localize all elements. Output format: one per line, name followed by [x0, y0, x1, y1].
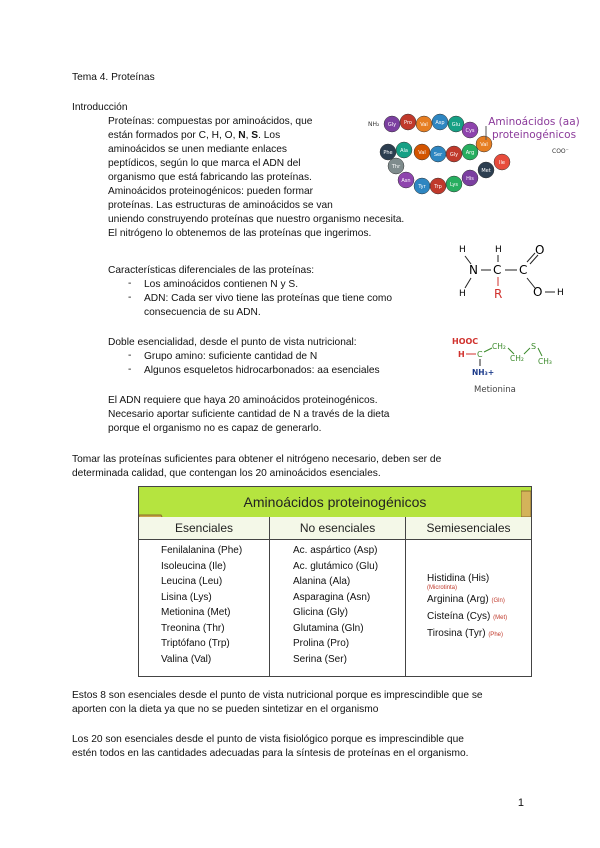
c-label: C [477, 350, 483, 359]
no-esencial-item: Ac. glutámico (Glu) [293, 560, 379, 572]
closing-line: Estos 8 son esenciales desde el punto de vista nutricional porque es imprescindible que se [72, 690, 483, 701]
esencial-item: Fenilalanina (Phe) [161, 545, 243, 556]
bold-n: N [238, 130, 246, 141]
methionine-name: Metionina [474, 385, 516, 395]
amino-acid-bead-label: Val [420, 122, 428, 128]
amino-acid-bead-label: Thr [391, 164, 401, 170]
atom-o: O [533, 285, 543, 299]
bullet-dash: - [128, 364, 132, 375]
amino-acid-bead-label: Ile [499, 160, 505, 166]
esencial-item: Leucina (Leu) [161, 576, 223, 587]
bullet-dash: - [128, 278, 132, 289]
esencial-item: Triptófano (Trp) [161, 638, 230, 649]
atom-h: H [495, 245, 502, 255]
intro-line: organismo que está fabricando las proteínas. [108, 172, 312, 183]
intro-line: uniendo construyendo proteínas que nuestro organismo necesita. [108, 214, 405, 225]
amino-acid-bead-label: Phe [383, 150, 393, 156]
nh3-label: NH₃+ [472, 368, 495, 377]
adn-line: Necesario aportar suficiente cantidad de N a través de la dieta [108, 409, 390, 420]
semi-name: Tirosina (Tyr) [427, 628, 486, 639]
h-label: H [458, 350, 465, 359]
esencial-item: Lisina (Lys) [161, 591, 212, 603]
semi-item [427, 626, 503, 644]
amino-acid-bead-label: Lys [450, 182, 458, 188]
atom-r: R [494, 287, 503, 301]
semi-name: Arginina (Arg) [427, 594, 489, 605]
esencial-item: Treonina (Thr) [161, 622, 225, 634]
double-heading: Doble esencialidad, desde el punto de vista nutricional: [108, 337, 357, 348]
chain-label-2: proteinogénicos [491, 129, 577, 141]
amino-acid-bead-label: Pro [404, 120, 412, 126]
adn-line: porque el organismo no es capaz de generarlo. [108, 423, 322, 434]
col-header-no-esenciales: No esenciales [270, 517, 405, 540]
semi-note: (Microtinta) [427, 585, 458, 591]
intro-line: Aminoácidos proteinogénicos: pueden formar [108, 186, 314, 197]
atom-h: H [459, 289, 466, 299]
amino-acid-bead-label: Trp [434, 184, 442, 190]
ch2-label: CH₂ [510, 354, 524, 363]
table-title: Aminoácidos proteinogénicos [243, 494, 427, 510]
amino-acid-bead-label: Ser [433, 152, 443, 158]
double-item: Grupo amino: suficiente cantidad de N [144, 351, 318, 362]
amino-acid-bead-label: Met [481, 168, 491, 174]
characteristic-item: Los aminoácidos contienen N y S. [144, 279, 299, 290]
col-divider [269, 517, 270, 676]
semi-item: Histidina (His) [427, 573, 490, 584]
bullet-dash: - [128, 350, 132, 361]
intro-line: Proteínas: compuestas por aminoácidos, que [108, 116, 313, 127]
adn-line: El ADN requiere que haya 20 aminoácidos proteinogénicos. [108, 395, 378, 406]
amino-acid-structure [455, 240, 575, 304]
amino-acid-table [138, 486, 532, 677]
chain-label-1: Aminoácidos (aa) [488, 116, 580, 128]
intro-line: El nitrógeno lo obtenemos de las proteínas que ingerimos. [108, 228, 372, 239]
atom-c: C [519, 263, 528, 277]
esencial-item: Valina (Val) [161, 653, 212, 665]
ribbon-right-icon [521, 487, 531, 517]
s-label: S [531, 342, 537, 351]
col-header-semiesenciales: Semiesenciales [406, 517, 531, 540]
nh2-label: NH₂ [368, 121, 380, 128]
methionine-structure [448, 330, 558, 398]
amino-acid-bead-label: Gly [449, 152, 459, 158]
semi-note: (Phe) [488, 632, 503, 638]
amino-acid-bead-label: Ala [400, 148, 408, 154]
atom-c: C [493, 263, 502, 277]
bullet-dash: - [128, 292, 132, 303]
intake-line: determinada calidad, que contengan los 20 aminoácidos esenciales. [72, 468, 381, 479]
amino-acid-bead-label: Arg [465, 150, 475, 156]
no-esencial-item: Glicina (Gly) [293, 607, 349, 618]
col-divider [405, 517, 406, 676]
semi-name: Cisteína (Cys) [427, 611, 491, 622]
closing-line: estén todos en las cantidades adecuadas para la síntesis de proteínas en el organismo. [72, 748, 469, 759]
intro-line: peptídicos, según lo que marca el ADN del [108, 158, 301, 169]
atom-o: O [535, 243, 545, 257]
characteristic-item-cont: consecuencia de su ADN. [144, 307, 261, 318]
ch2-label: CH₂ [492, 342, 506, 351]
col-header-esenciales: Esenciales [139, 517, 269, 540]
semi-item [427, 609, 507, 627]
amino-acid-bead-label: Val [480, 142, 488, 148]
page-number: 1 [517, 797, 524, 809]
intro-line: están formados por C, H, O, N, S. Los [108, 130, 281, 141]
characteristics-heading: Características diferenciales de las proteínas: [108, 265, 315, 276]
page-title: Tema 4. Proteínas [72, 72, 155, 83]
amino-acid-bead-label: Glu [451, 122, 461, 128]
amino-acid-bead-label: Tyr [418, 184, 426, 190]
no-esencial-item: Ac. aspártico (Asp) [293, 545, 378, 556]
amino-acid-chain-figure [366, 108, 586, 204]
coo-label: COO⁻ [552, 148, 569, 155]
bold-s: S [251, 130, 259, 141]
no-esencial-item: Prolina (Pro) [293, 638, 350, 649]
atom-h: H [459, 245, 466, 255]
esencial-item: Isoleucina (Ile) [161, 560, 227, 572]
intro-text-after: . Los [258, 130, 281, 141]
closing-line: aporten con la dieta ya que no se pueden sintetizar en el organismo [72, 704, 379, 715]
amino-acid-bead-label: Cys [465, 128, 475, 134]
semi-item [427, 592, 505, 610]
amino-acid-bead-label: Val [418, 150, 426, 156]
characteristic-item: ADN: Cada ser vivo tiene las proteínas que tiene como [144, 293, 393, 304]
no-esencial-item: Glutamina (Gln) [293, 622, 364, 634]
amino-acid-bead-label: Gly [387, 122, 397, 128]
atom-n: N [469, 263, 478, 277]
no-esencial-item: Asparagina (Asn) [293, 591, 371, 603]
ch3-label: CH₃ [538, 357, 552, 366]
amino-acid-bead-label: His [466, 176, 474, 182]
intro-line: aminoácidos se unen mediante enlaces [108, 144, 287, 155]
intake-line: Tomar las proteínas suficientes para obtener el nitrógeno necesario, deben ser de [72, 454, 442, 465]
double-item: Algunos esqueletos hidrocarbonados: aa esenciales [144, 365, 380, 376]
no-esencial-item: Serina (Ser) [293, 653, 347, 665]
amino-acid-bead-label: Asp [435, 120, 445, 126]
semi-note: (Gln) [491, 598, 505, 604]
amino-acid-bead-label: Asn [401, 178, 411, 184]
intro-text: están formados por C, H, O, [108, 130, 236, 141]
semi-note: (Met) [493, 615, 508, 621]
intro-line: proteínas. Las estructuras de aminoácidos se van [108, 200, 333, 211]
esencial-item: Metionina (Met) [161, 607, 231, 618]
hooc-label: HOOC [452, 337, 479, 346]
intro-heading: Introducción [72, 102, 128, 113]
atom-h: H [557, 288, 564, 298]
closing-line: Los 20 son esenciales desde el punto de vista fisiológico porque es imprescindible que [72, 734, 464, 745]
no-esencial-item: Alanina (Ala) [293, 576, 351, 587]
